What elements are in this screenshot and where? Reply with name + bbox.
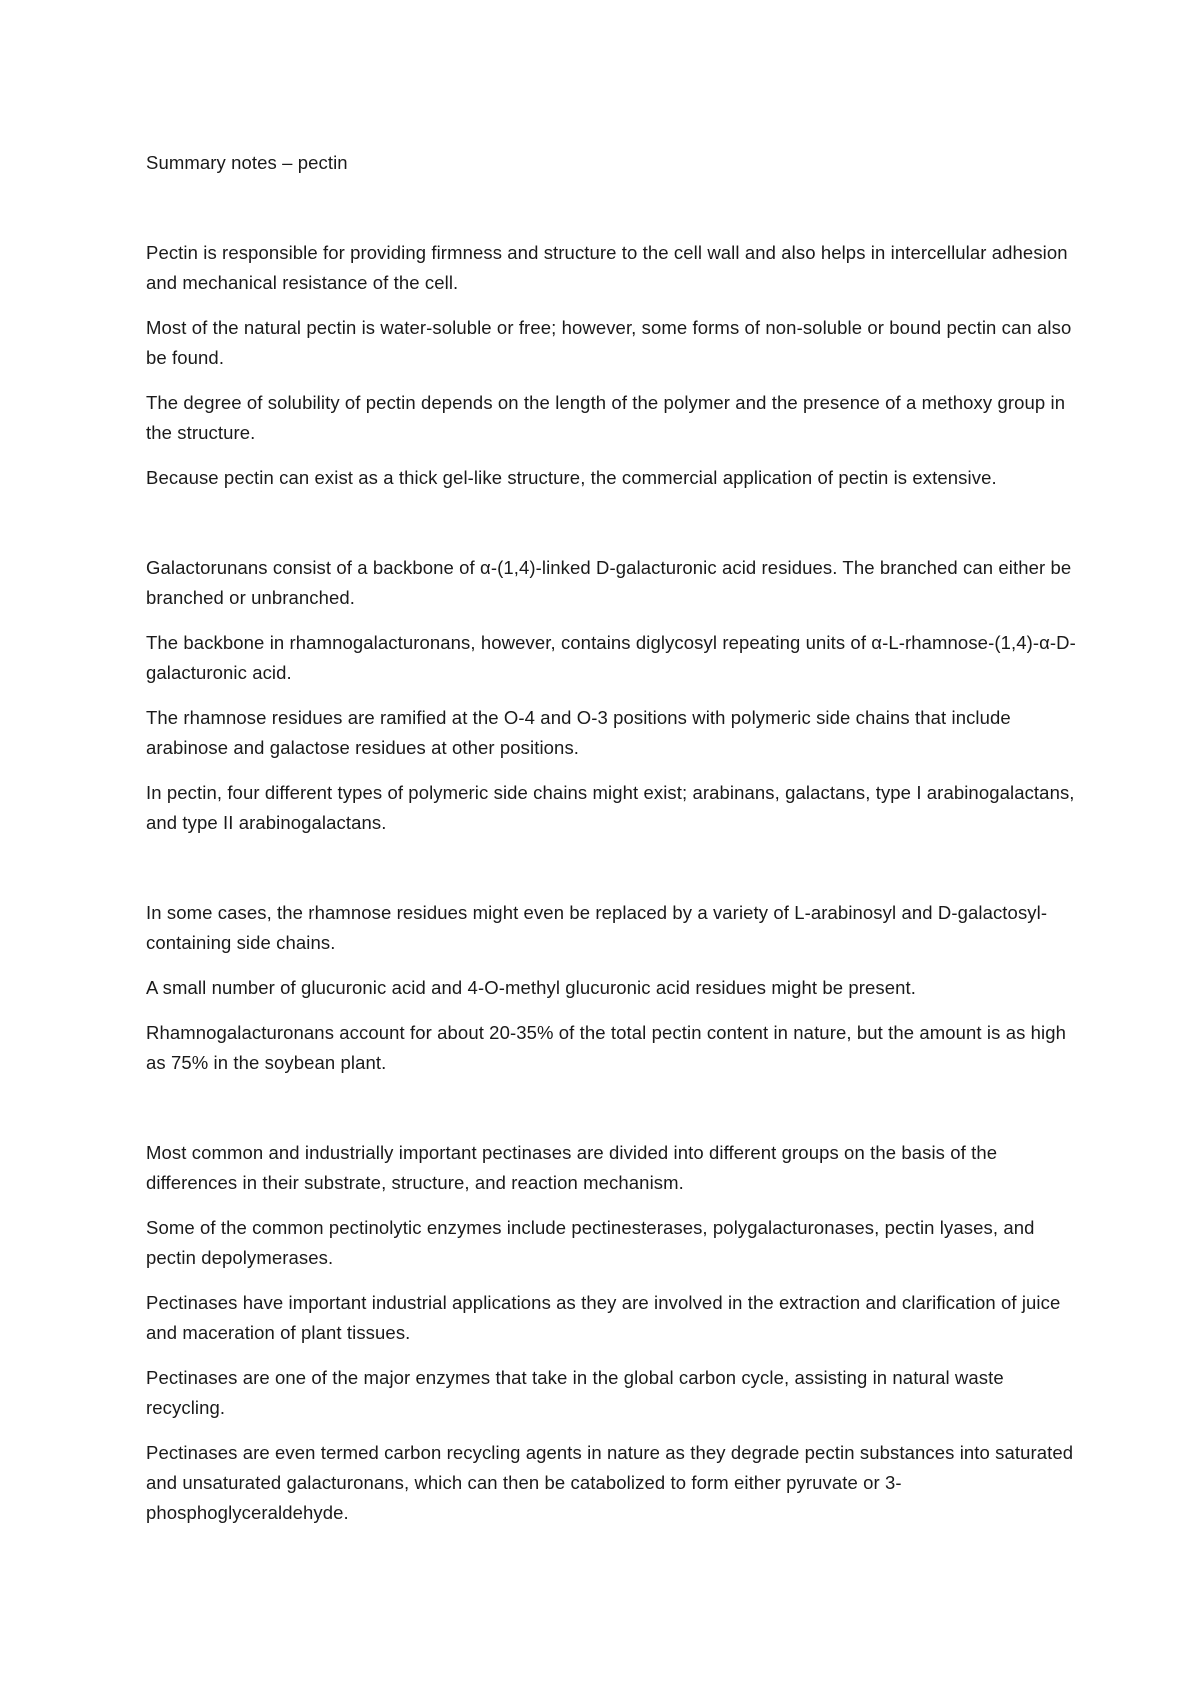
- document-body: [146, 148, 1076, 1543]
- paragraph: Pectin is responsible for providing firmness and structure to the cell wall and also helps in intercellular adhesion and mechanical resistance of the cell.: [146, 242, 1068, 293]
- paragraph: Galactorunans consist of a backbone of α-(1,4)-linked D-galacturonic acid residues. The branched can either be branched or unbranched.: [146, 557, 1072, 608]
- section-pectin-structure: [146, 553, 1076, 838]
- paragraph: Most of the natural pectin is water-soluble or free; however, some forms of non-soluble or bound pectin can also be found.: [146, 317, 1072, 368]
- paragraph: Most common and industrially important pectinases are divided into different groups on the basis of the differences in their substrate, structure, and reaction mechanism.: [146, 1142, 998, 1193]
- section-rhamnose-residues: [146, 898, 1076, 1078]
- paragraph: Because pectin can exist as a thick gel-like structure, the commercial application of pectin is extensive.: [146, 467, 997, 488]
- paragraph: Pectinases are even termed carbon recycling agents in nature as they degrade pectin substances into saturated and unsaturated galacturonans, which can then be catabolized to form either pyruvate or 3-phosphoglyceraldehyde.: [146, 1442, 1074, 1523]
- paragraph: Rhamnogalacturonans account for about 20-35% of the total pectin content in nature, but the amount is as high as 75% in the soybean plant.: [146, 1022, 1067, 1073]
- section-pectinases: [146, 1138, 1076, 1528]
- section-pectin-overview: [146, 238, 1076, 493]
- paragraph: The rhamnose residues are ramified at the O-4 and O-3 positions with polymeric side chains that include arabinose and galactose residues at other positions.: [146, 707, 1011, 758]
- paragraph: Pectinases are one of the major enzymes that take in the global carbon cycle, assisting in natural waste recycling.: [146, 1367, 1004, 1418]
- paragraph: In pectin, four different types of polymeric side chains might exist; arabinans, galactans, type I arabinogalactans, and type II arabinogalactans.: [146, 782, 1075, 833]
- document-title: Summary notes – pectin: [146, 152, 348, 173]
- paragraph: In some cases, the rhamnose residues might even be replaced by a variety of L-arabinosyl and D-galactosyl-containing side chains.: [146, 902, 1048, 953]
- paragraph: The degree of solubility of pectin depends on the length of the polymer and the presence of a methoxy group in the structure.: [146, 392, 1066, 443]
- paragraph: A small number of glucuronic acid and 4-O-methyl glucuronic acid residues might be present.: [146, 977, 917, 998]
- paragraph: The backbone in rhamnogalacturonans, however, contains diglycosyl repeating units of α-L-rhamnose-(1,4)-α-D-galacturonic acid.: [146, 632, 1076, 683]
- paragraph: Pectinases have important industrial applications as they are involved in the extraction and clarification of juice and maceration of plant tissues.: [146, 1292, 1061, 1343]
- paragraph: Some of the common pectinolytic enzymes include pectinesterases, polygalacturonases, pectin lyases, and pectin depolymerases.: [146, 1217, 1035, 1268]
